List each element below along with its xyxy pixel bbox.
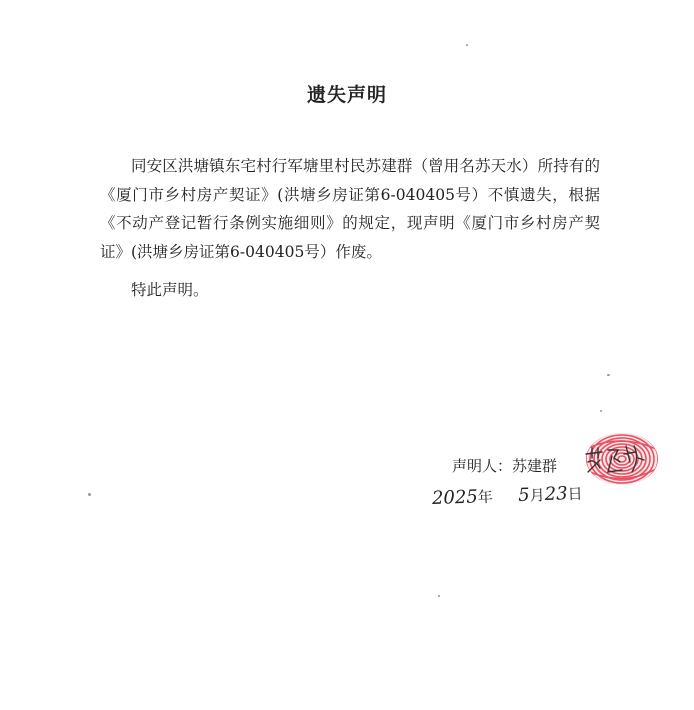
date-year-unit: 年	[477, 487, 494, 507]
document-body	[100, 152, 600, 305]
declarant-line	[452, 455, 557, 476]
scan-speck	[607, 374, 610, 376]
scan-speck	[438, 595, 440, 597]
date-day-unit: 日	[567, 484, 583, 504]
declarant-name: 苏建群	[512, 457, 558, 475]
scan-speck	[466, 44, 468, 46]
date-month-unit: 月	[529, 486, 546, 505]
date-day: 23	[544, 483, 568, 506]
handwritten-date	[432, 483, 583, 509]
fingerprint-seal	[578, 428, 660, 490]
main-paragraph: 同安区洪塘镇东宅村行军塘里村民苏建群（曾用名苏天水）所持有的《厦门市乡村房产契证》(洪塘乡房证第6-040405号）不慎遗失，根据《不动产登记暂行条例实施细则》的规定，现声明《厦门市乡村房产契证》(洪塘乡房证第6-040405号）作废。	[100, 157, 600, 261]
declarant-label: 声明人：	[452, 457, 513, 475]
scan-speck	[600, 410, 602, 412]
scan-speck	[88, 493, 91, 496]
date-month: 5	[517, 484, 531, 506]
date-year: 2025	[431, 486, 479, 509]
closing-statement: 特此声明。	[131, 281, 209, 299]
document-title: 遗失声明	[306, 84, 387, 106]
